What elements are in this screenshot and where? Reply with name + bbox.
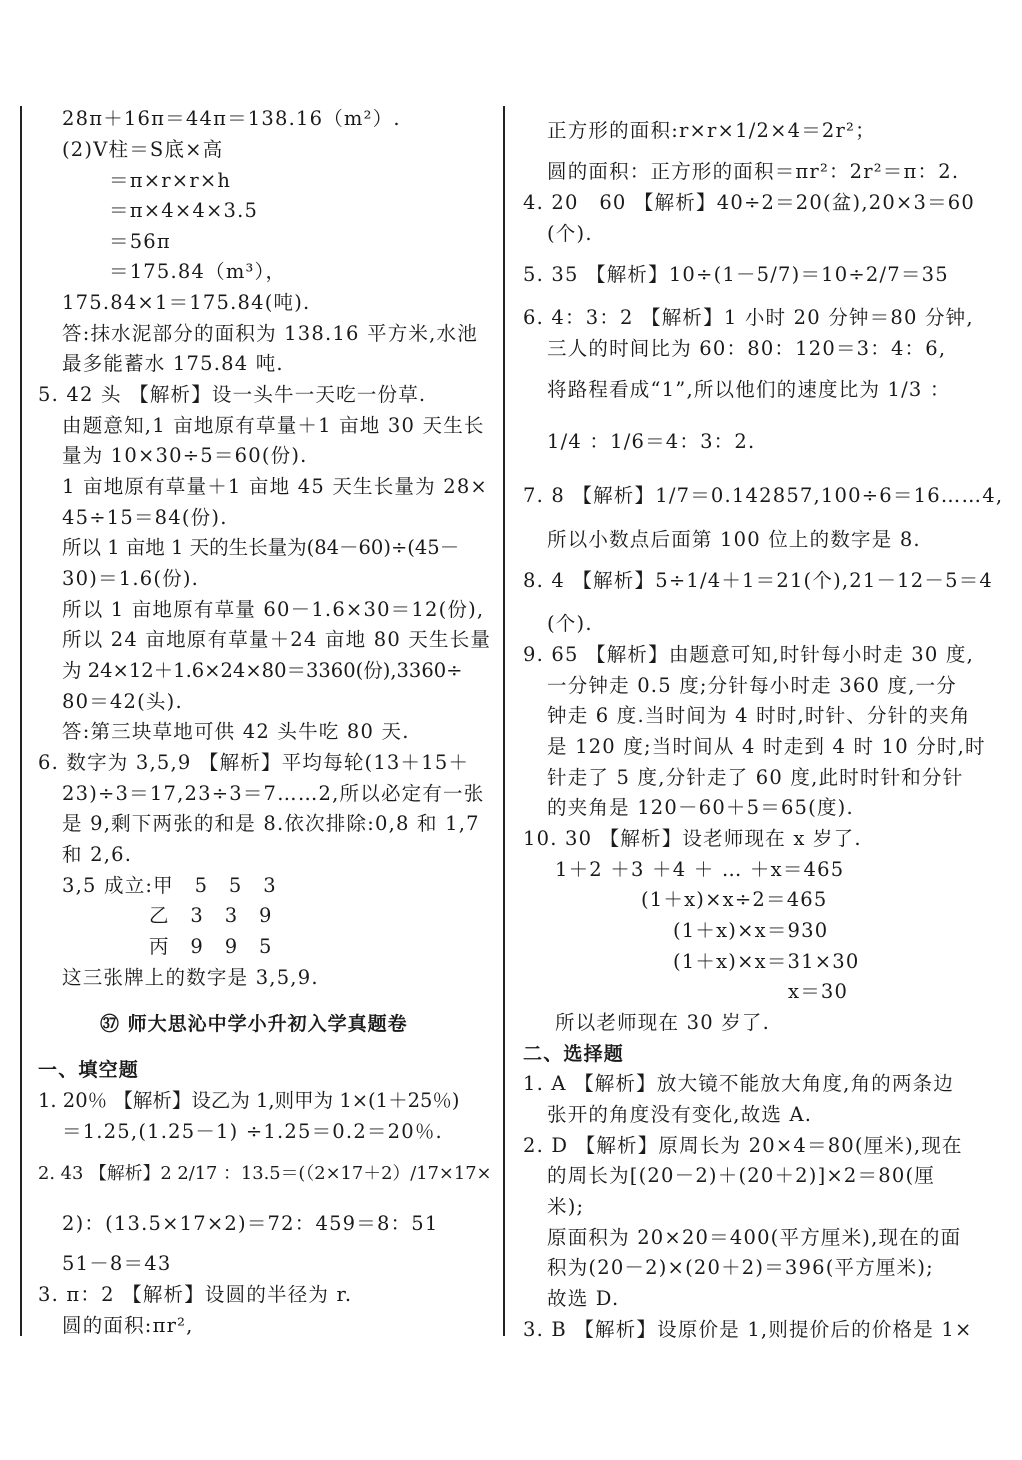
answer-item-3: 3. π：2 【解析】设圆的半径为 r. bbox=[38, 1283, 353, 1306]
text-line: 51－8＝43 bbox=[62, 1252, 172, 1275]
answer-item-2: 2. 43 【解析】2 2/17 ：13.5＝(（2×17＋2）/17×17× bbox=[38, 1163, 492, 1184]
equation-line: x＝30 bbox=[788, 980, 849, 1003]
text-line: 答:第三块草地可供 42 头牛吃 80 天. bbox=[62, 720, 410, 743]
text-line: 最多能蓄水 175.84 吨. bbox=[62, 352, 284, 375]
text-line: 为 24×12＋1.6×24×80＝3360(份),3360÷ bbox=[62, 659, 463, 682]
answer-item-3: 3. B 【解析】设原价是 1,则提价后的价格是 1× bbox=[523, 1318, 973, 1341]
answer-item-8: 8. 4 【解析】5÷1/4＋1＝21(个),21－12－5＝4 bbox=[523, 569, 994, 592]
text-line: 的夹角是 120－60＋5＝65(度). bbox=[547, 796, 854, 819]
section-heading-multiple-choice: 二、选择题 bbox=[523, 1043, 625, 1065]
text-line: 积为(20－2)×(20＋2)＝396(平方厘米); bbox=[547, 1256, 934, 1279]
left-margin-rule bbox=[20, 106, 22, 1336]
answer-item-7: 7. 8 【解析】1/7＝0.142857,100÷6＝16……4, bbox=[523, 484, 1004, 507]
text-line: 所以 1 亩地原有草量 60－1.6×30＝12(份), bbox=[62, 598, 485, 621]
answer-item-6: 6. 4：3：2 【解析】1 小时 20 分钟＝80 分钟, bbox=[523, 306, 974, 329]
text-line: 所以老师现在 30 岁了. bbox=[555, 1011, 771, 1034]
answer-item-6: 6. 数字为 3,5,9 【解析】平均每轮(13＋15＋ bbox=[38, 751, 470, 774]
text-line: 量为 10×30÷5＝60(份). bbox=[62, 444, 308, 467]
text-line: 正方形的面积:r×r×1/2×4＝2r²； bbox=[547, 119, 876, 142]
text-line: 所以小数点后面第 100 位上的数字是 8. bbox=[547, 528, 921, 551]
text-line: ＝π×r×r×h bbox=[109, 169, 232, 192]
text-line: 将路程看成“1”,所以他们的速度比为 1/3 ： bbox=[547, 378, 951, 401]
text-line: 故选 D. bbox=[547, 1287, 620, 1310]
text-line: 原面积为 20×20＝400(平方厘米),现在的面 bbox=[547, 1226, 962, 1249]
text-line: (个). bbox=[547, 222, 593, 245]
answer-item-4: 4. 20 60 【解析】40÷2＝20(盆),20×3＝60 bbox=[523, 191, 975, 214]
text-line: 的周长为[(20－2)＋(20＋2)]×2＝80(厘 bbox=[547, 1164, 935, 1187]
text-line: 30)＝1.6(份). bbox=[62, 567, 200, 590]
text-line: 45÷15＝84(份). bbox=[62, 506, 228, 529]
text-line: (个). bbox=[547, 612, 593, 635]
text-line: 圆的面积：正方形的面积＝πr²：2r²＝π：2. bbox=[547, 160, 960, 183]
text-line: 张开的角度没有变化,故选 A. bbox=[547, 1103, 813, 1126]
text-line: 2)：(13.5×17×2)＝72：459＝8：51 bbox=[62, 1212, 439, 1235]
answer-item-5: 5. 42 头 【解析】设一头牛一天吃一份草. bbox=[38, 383, 427, 406]
text-line: 丙 9 9 5 bbox=[149, 935, 273, 958]
text-line: 乙 3 3 9 bbox=[149, 904, 273, 927]
section-heading-fill-blank: 一、填空题 bbox=[38, 1059, 140, 1081]
text-line: 所以 24 亩地原有草量＋24 亩地 80 天生长量 bbox=[62, 628, 492, 651]
text-line: 和 2,6. bbox=[62, 843, 133, 866]
equation-line: (1＋x)×x＝31×30 bbox=[673, 950, 860, 973]
text-line: 175.84×1＝175.84(吨). bbox=[62, 291, 311, 314]
answer-item-5: 5. 35 【解析】10÷(1－5/7)＝10÷2/7＝35 bbox=[523, 263, 949, 286]
text-line: ＝1.25,(1.25－1) ÷1.25＝0.2＝20％. bbox=[62, 1120, 443, 1143]
text-line: 是 9,剩下两张的和是 8.依次排除:0,8 和 1,7 bbox=[62, 812, 480, 835]
text-line: 钟走 6 度.当时间为 4 时时,时针、分针的夹角 bbox=[547, 704, 971, 727]
text-line: 1 亩地原有草量＋1 亩地 45 天生长量为 28× bbox=[62, 475, 488, 498]
center-divider-rule bbox=[503, 106, 505, 1336]
text-line: 圆的面积:πr², bbox=[62, 1314, 194, 1337]
text-line: 23)÷3＝17,23÷3＝7……2,所以必定有一张 bbox=[62, 782, 485, 805]
answer-item-10: 10. 30 【解析】设老师现在 x 岁了. bbox=[523, 827, 862, 850]
text-line: ＝175.84（m³）， bbox=[109, 260, 287, 283]
text-line: 这三张牌上的数字是 3,5,9. bbox=[62, 966, 319, 989]
text-line: 80＝42(头). bbox=[62, 690, 183, 713]
text-line: 答:抹水泥部分的面积为 138.16 平方米,水池 bbox=[62, 322, 478, 345]
text-line: 28π＋16π＝44π＝138.16（m²）. bbox=[62, 107, 401, 130]
equation-line: (1＋x)×x÷2＝465 bbox=[641, 888, 828, 911]
exam-title: ㊲ 师大思沁中学小升初入学真题卷 bbox=[100, 1013, 408, 1035]
answer-item-1: 1. A 【解析】放大镜不能放大角度,角的两条边 bbox=[523, 1072, 955, 1095]
text-line: 米); bbox=[547, 1195, 585, 1218]
text-line: 一分钟走 0.5 度;分针每小时走 360 度,一分 bbox=[547, 674, 957, 697]
answer-item-1: 1. 20％ 【解析】设乙为 1,则甲为 1×(1＋25％) bbox=[38, 1089, 460, 1112]
equation-line: (1＋x)×x＝930 bbox=[673, 919, 829, 942]
text-line: 3,5 成立:甲 5 5 3 bbox=[62, 874, 277, 897]
text-line: 所以 1 亩地 1 天的生长量为(84－60)÷(45－ bbox=[62, 536, 460, 559]
answer-item-2: 2. D 【解析】原周长为 20×4＝80(厘米),现在 bbox=[523, 1134, 963, 1157]
text-line: 三人的时间比为 60：80：120＝3：4：6, bbox=[547, 337, 947, 360]
text-line: 由题意知,1 亩地原有草量＋1 亩地 30 天生长 bbox=[62, 414, 485, 437]
text-line: 针走了 5 度,分针走了 60 度,此时时针和分针 bbox=[547, 766, 964, 789]
text-line: 是 120 度;当时间从 4 时走到 4 时 10 分时,时 bbox=[547, 735, 986, 758]
equation-line: 1＋2 ＋3 ＋4 ＋ … ＋x＝465 bbox=[555, 858, 845, 881]
answer-item-9: 9. 65 【解析】由题意可知,时针每小时走 30 度, bbox=[523, 643, 975, 666]
text-line: (2)V柱＝S底×高 bbox=[62, 138, 224, 161]
text-line: ＝56π bbox=[109, 230, 171, 253]
text-line: 1/4 ：1/6＝4：3：2. bbox=[547, 430, 756, 453]
text-line: ＝π×4×4×3.5 bbox=[109, 199, 259, 222]
